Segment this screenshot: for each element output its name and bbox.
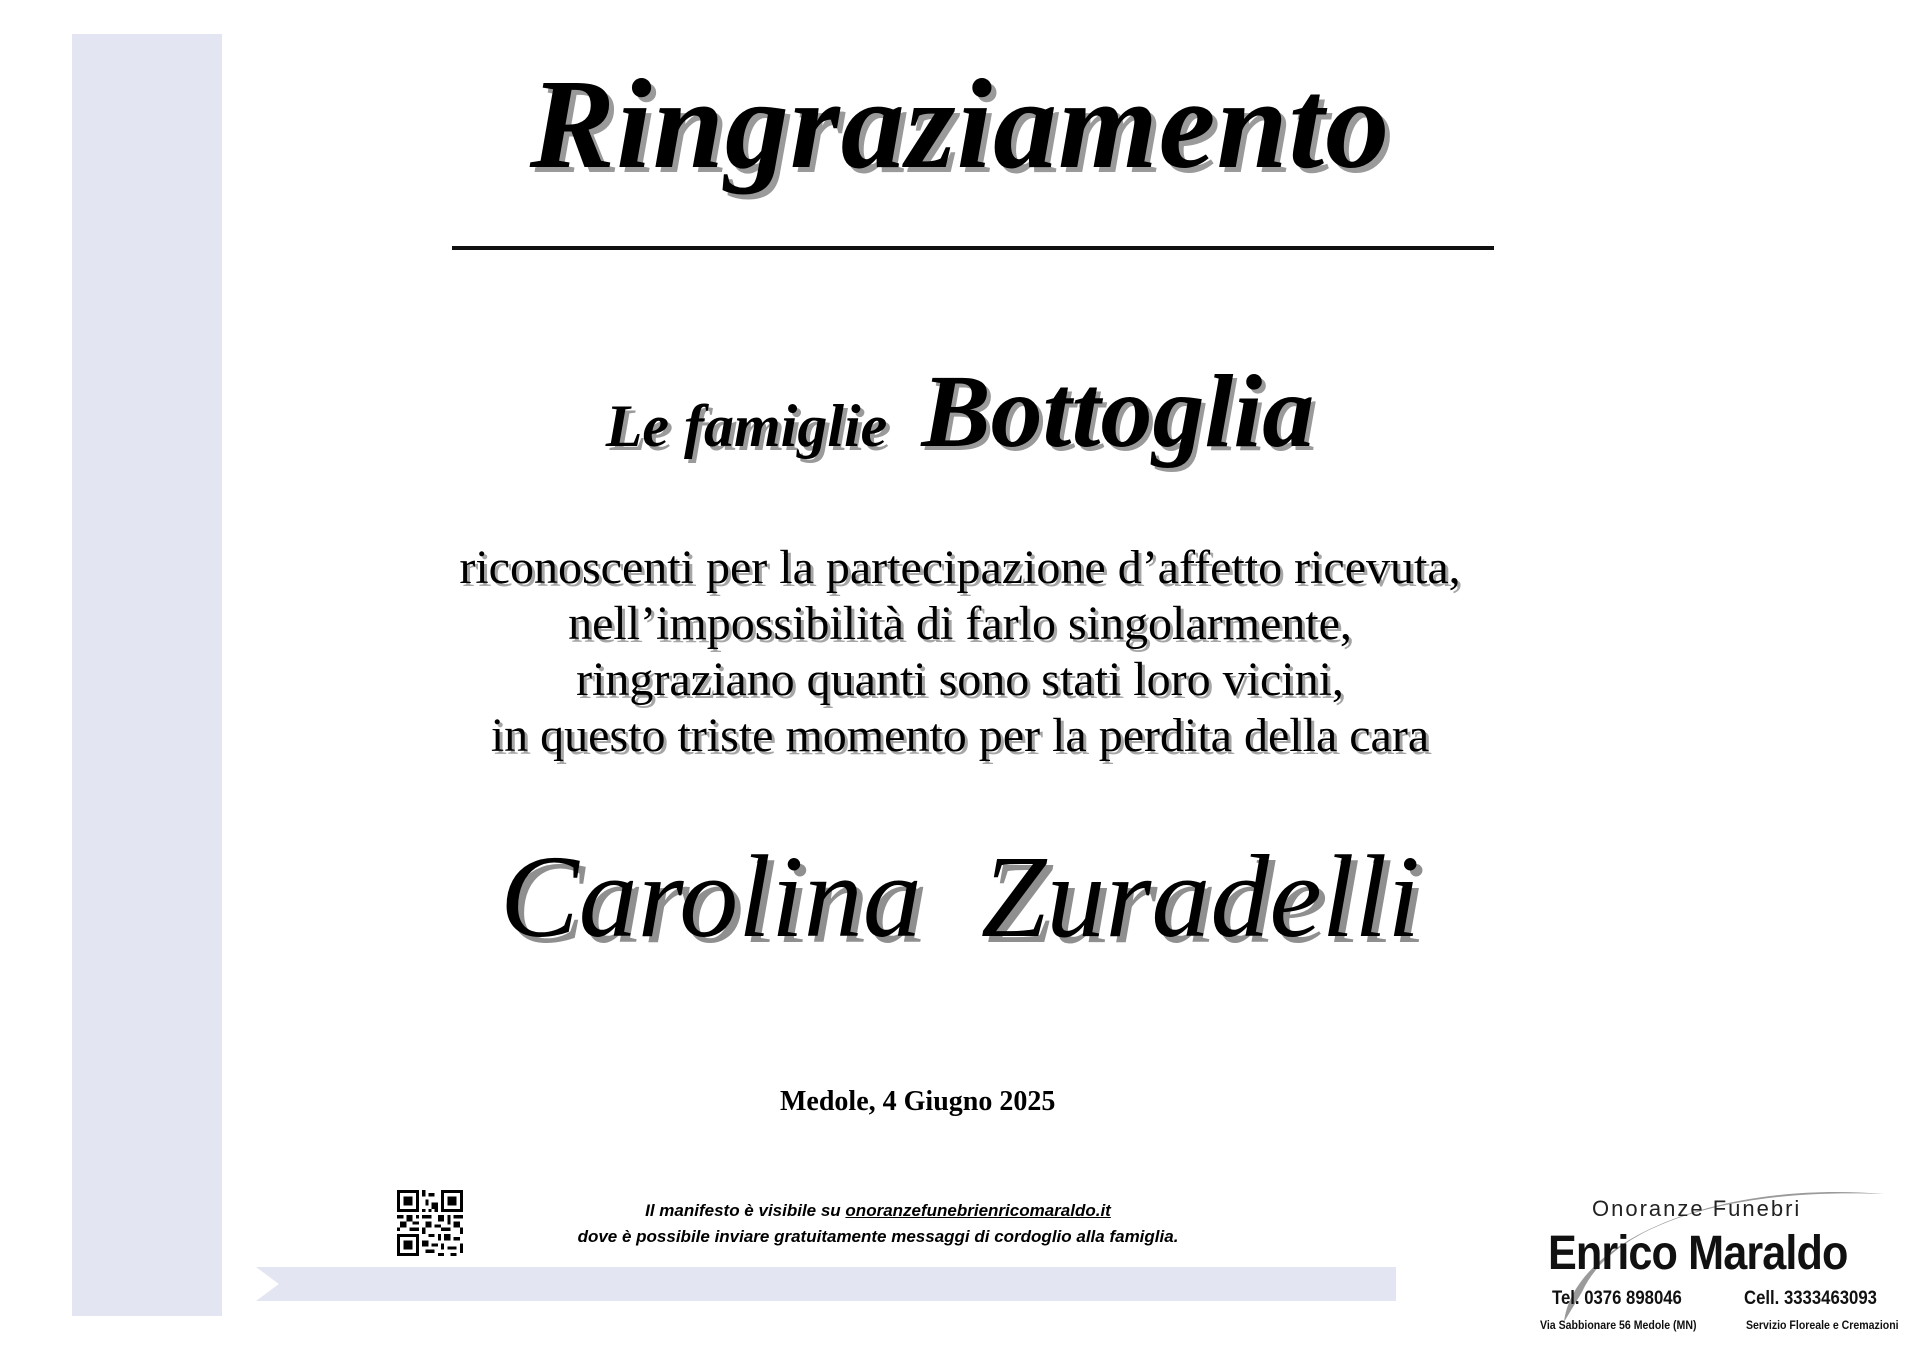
place-date: Medole, 4 Giugno 2025 xyxy=(780,1086,1056,1117)
logo-subtitle: Onoranze Funebri xyxy=(1592,1196,1802,1221)
page-title: Ringraziamento xyxy=(529,53,1391,195)
logo-services: Servizio Floreale e Cremazioni xyxy=(1746,1318,1899,1332)
notice-line2: dove è possibile inviare gratuitamente messaggi di cordoglio alla famiglia. xyxy=(577,1227,1179,1246)
message-line: riconoscenti per la partecipazione d’affetto ricevuta, xyxy=(459,541,1461,594)
message-line: ringraziano quanti sono stati loro vicini, xyxy=(576,653,1344,706)
website-link[interactable]: onoranzefunebrienricomaraldo.it xyxy=(845,1201,1111,1220)
message-line: in questo triste momento per la perdita della cara xyxy=(490,709,1430,762)
family-line xyxy=(0,352,1920,471)
message-line: nell’impossibilità di farlo singolarmente, xyxy=(568,597,1352,650)
thanks-message xyxy=(0,540,1920,764)
logo-name: Enrico Maraldo xyxy=(1548,1227,1848,1280)
logo-address: Via Sabbionare 56 Medole (MN) xyxy=(1540,1318,1697,1332)
family-prefix: Le famiglie xyxy=(605,393,888,459)
family-name: Bottoglia xyxy=(921,354,1315,469)
funeral-home-logo xyxy=(1534,1172,1910,1342)
logo-cellphone: Cell. 3333463093 xyxy=(1744,1288,1877,1309)
notice-prefix: Il manifesto è visibile su xyxy=(645,1201,846,1220)
logo-telephone: Tel. 0376 898046 xyxy=(1552,1288,1682,1309)
deceased-name: Carolina Zuradelli xyxy=(499,831,1421,962)
qr-code-icon xyxy=(397,1190,463,1256)
title-divider xyxy=(452,246,1494,250)
website-notice xyxy=(478,1198,1278,1250)
decorative-bottom-band xyxy=(256,1267,1396,1301)
